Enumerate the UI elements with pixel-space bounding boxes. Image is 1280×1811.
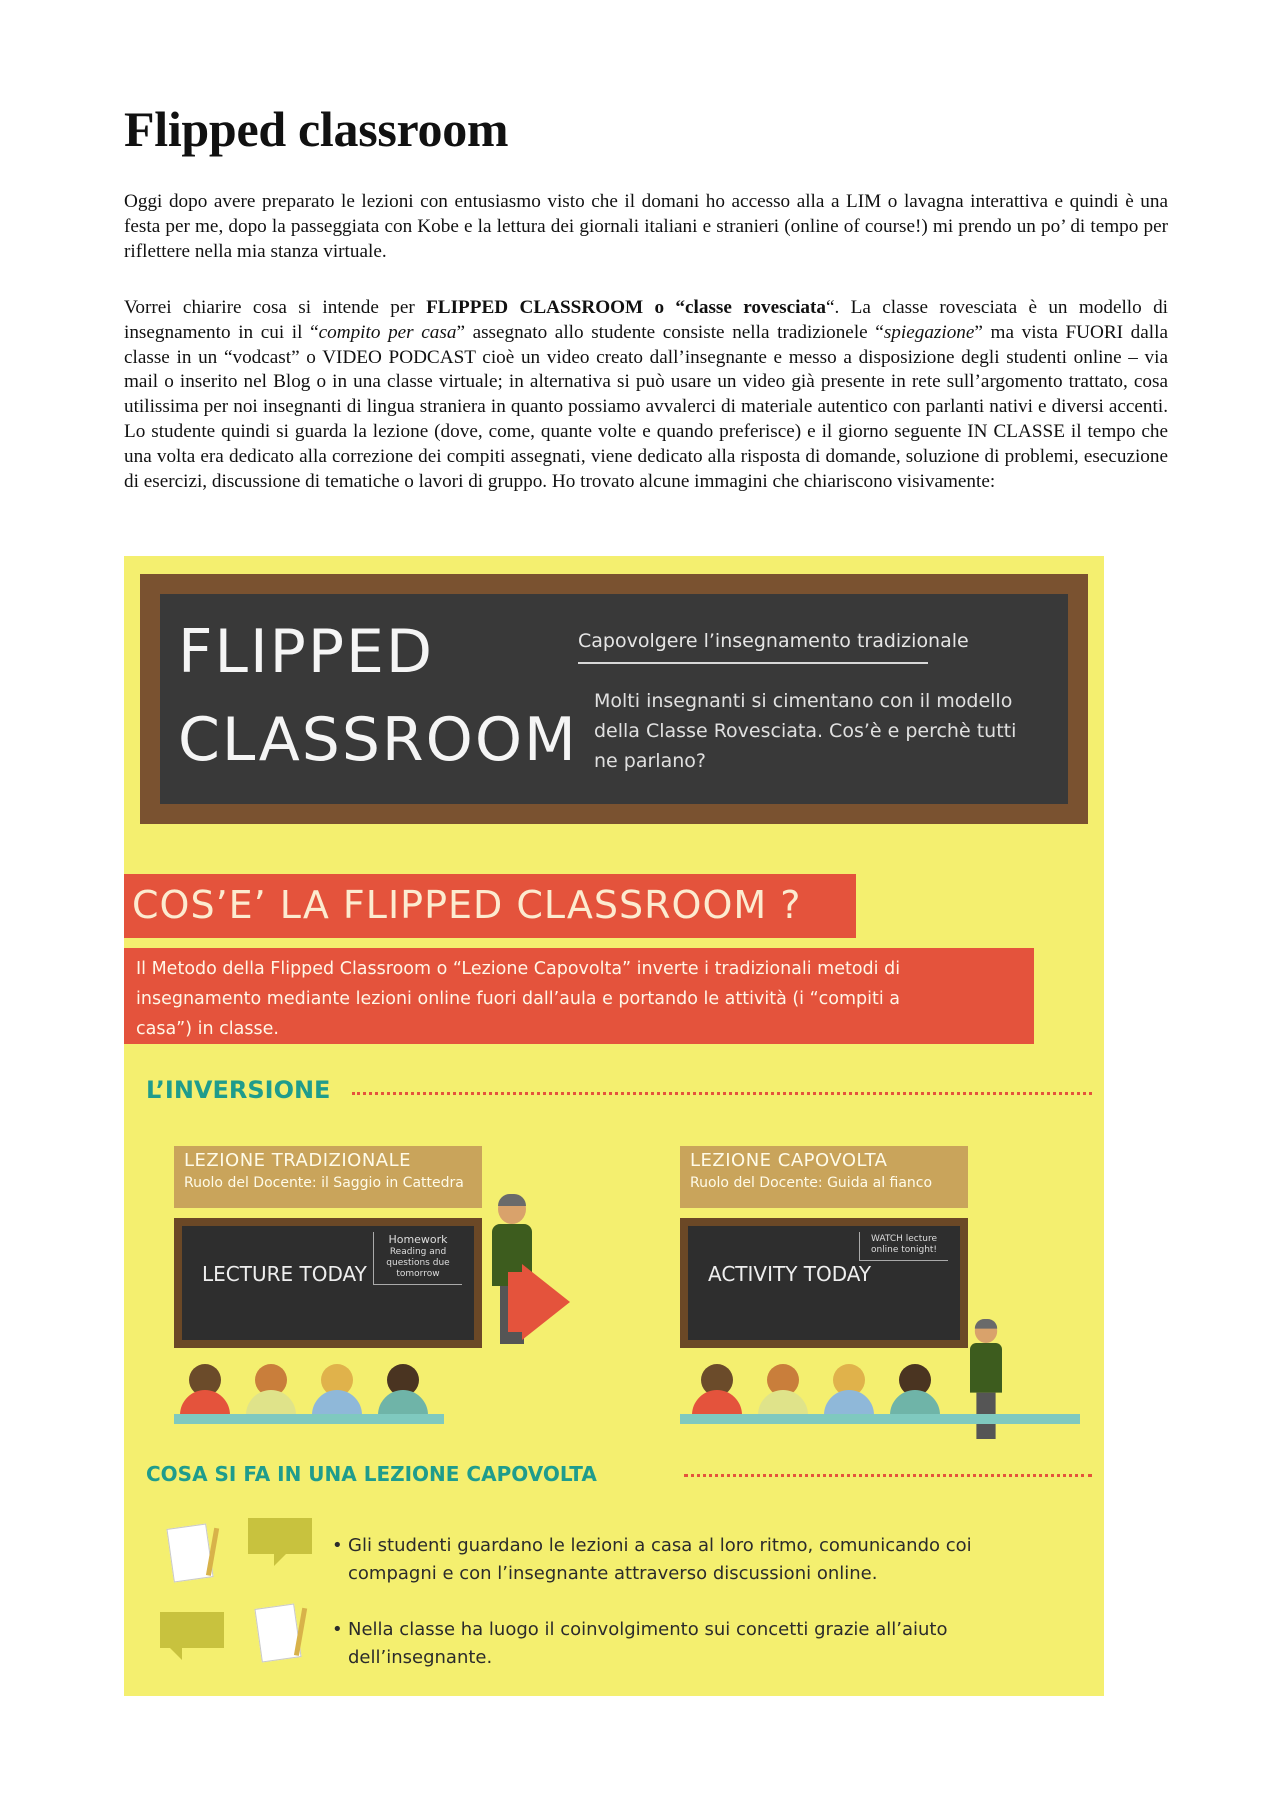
notepad-pencil-icon [254, 1603, 301, 1662]
para-italic: spiegazione [883, 321, 975, 343]
homework-note-text: Reading and questions due tomorrow [386, 1247, 450, 1279]
student-body [246, 1390, 296, 1416]
watch-lecture-note: WATCH lecture online tonight! [859, 1232, 948, 1261]
speech-bubble-icon [248, 1518, 312, 1554]
board-description: Molti insegnanti si cimentano con il modello della Classe Rovesciata. Cos’è e perchè tutti ne parlano? [594, 690, 1017, 772]
flipped-lesson-role: Ruolo del Docente: Guida al fianco [690, 1175, 933, 1191]
para-text: ” ma vista FUORI dalla classe in un “vodcast” o VIDEO PODCAST cioè un video creato dall’insegnante e messo a disposizione degli studenti online – via mail o inserito nel Blog o in una classe virtuale; in alternativa si può usare un video già presente in rete sull’argomento trattato, cosa utilissima per noi insegnanti di lingua straniera in quanto possiamo avvalerci di materiale autentico con parlanti nativi e diversi accenti. Lo studente quindi si guarda la lezione (dove, come, quante volte e quando preferisce) e il giorno seguente IN CLASSE il tempo che una volta era dedicato alla correzione dei compiti assegnati, viene dedicato alla risposta di domande, soluzione di problemi, esecuzione di esercizi, discussione di tematiche o lavori di gruppo. Ho trovato alcune immagini che chiariscono visivamente: [124, 321, 1168, 492]
traditional-lesson-label [174, 1146, 482, 1208]
para-text: Vorrei chiarire cosa si intende per [124, 297, 427, 318]
notepad-pencil-icon [166, 1523, 213, 1582]
chalkboard-frame [140, 574, 1088, 824]
right-arrow-icon [522, 1264, 570, 1340]
student-body [692, 1390, 742, 1416]
traditional-blackboard [174, 1218, 482, 1348]
flipped-blackboard [680, 1218, 968, 1348]
dotted-divider [352, 1092, 1092, 1095]
chalkboard [160, 594, 1068, 804]
section-banner [124, 874, 856, 938]
student-desks [174, 1414, 444, 1424]
traditional-lesson-role: Ruolo del Docente: il Saggio in Cattedra [184, 1175, 464, 1191]
title-line-2: CLASSROOM [178, 705, 578, 775]
board-subtitle: Capovolgere l’insegnamento tradizionale [578, 630, 969, 652]
page-title: Flipped classroom [124, 101, 509, 157]
homework-note-title: Homework [388, 1233, 448, 1246]
group-table [680, 1414, 1080, 1424]
para-text: “. La classe rovesciata è un modello di insegnamento in cui il “ [124, 297, 1168, 343]
student-body [378, 1390, 428, 1416]
flipped-classroom-infographic [124, 556, 1104, 1696]
para-italic: compito per casa [318, 321, 457, 343]
section-description-box [124, 948, 1034, 1044]
student-body [758, 1390, 808, 1416]
student-body [312, 1390, 362, 1416]
blackboard-surface [688, 1226, 960, 1340]
bullet-item: • Nella classe ha luogo il coinvolgimento sui concetti grazie all’aiuto dell’insegnante. [348, 1616, 998, 1672]
title-line-1: FLIPPED [178, 617, 435, 687]
teacher-hair [975, 1319, 997, 1329]
intro-paragraph: Oggi dopo avere preparato le lezioni con entusiasmo visto che il domani ho accesso alla a LIM o lavagna interattiva e quindi è una festa per me, dopo la passeggiata con Kobe e la lettura dei giornali italiani e stranieri (online of course!) mi prendo un po’ di tempo per riflettere nella mia stanza virtuale. [124, 191, 1168, 262]
para-text: ” assegnato allo studente consiste nella tradizionele “ [456, 321, 884, 343]
speech-bubble-icon [160, 1612, 224, 1648]
flipped-lesson-label [680, 1146, 968, 1208]
traditional-lesson-title: LEZIONE TRADIZIONALE [184, 1150, 412, 1171]
infographic-title [178, 608, 578, 784]
bullet-item: • Gli studenti guardano le lezioni a casa al loro ritmo, comunicando coi compagni e con l’insegnante attraverso discussioni online. [348, 1532, 998, 1588]
activity-today-text: ACTIVITY TODAY [708, 1262, 872, 1286]
lecture-today-text: LECTURE TODAY [202, 1262, 367, 1286]
what-happens-heading: COSA SI FA IN UNA LEZIONE CAPOVOLTA [146, 1462, 597, 1486]
dotted-divider [684, 1474, 1092, 1477]
flipped-lesson-title: LEZIONE CAPOVOLTA [690, 1150, 888, 1171]
teacher-hair [498, 1194, 526, 1206]
board-divider [578, 662, 928, 664]
homework-note [373, 1232, 462, 1285]
para-bold: FLIPPED CLASSROOM o “classe rovesciata [426, 297, 826, 318]
definition-paragraph [124, 296, 1168, 494]
teacher-torso [970, 1343, 1002, 1393]
student-body [180, 1390, 230, 1416]
student-body [824, 1390, 874, 1416]
student-body [890, 1390, 940, 1416]
section-title: COS’E’ LA FLIPPED CLASSROOM ? [132, 883, 802, 927]
blackboard-surface [182, 1226, 474, 1340]
inversion-heading: L’INVERSIONE [146, 1076, 331, 1104]
section-description: Il Metodo della Flipped Classroom o “Lezione Capovolta” inverte i tradizionali metodi di insegnamento mediante lezioni online fuori dall’aula e portando le attività (i “compiti a casa”) in classe. [136, 959, 901, 1039]
